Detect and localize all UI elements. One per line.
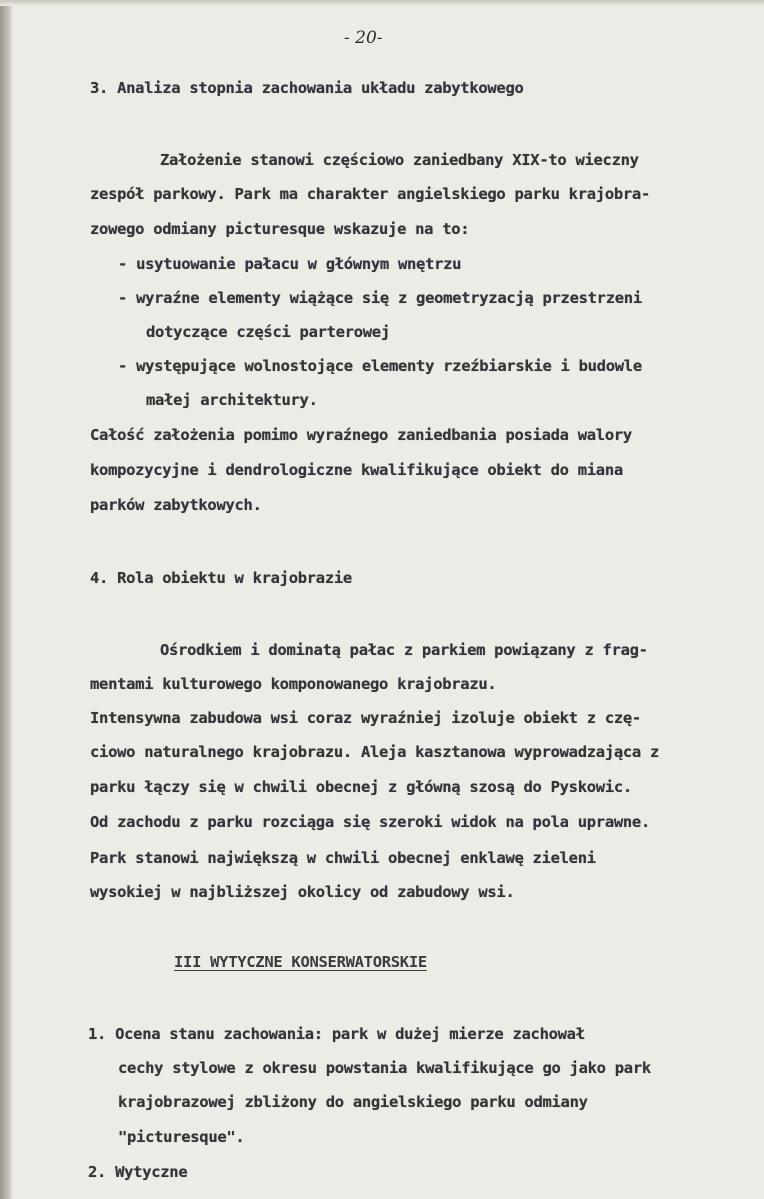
paper-top-edge xyxy=(0,0,764,6)
page-number: - 20- xyxy=(344,28,383,48)
section-3-line: parków zabytkowych. xyxy=(90,496,262,514)
section-3-list-item: - usytuowanie pałacu w głównym wnętrzu xyxy=(118,255,462,273)
section-4-line: Park stanowi największą w chwili obecnej enklawę zieleni xyxy=(90,849,596,867)
section-4-line: wysokiej w najbliższej okolicy od zabudowy wsi. xyxy=(90,883,515,901)
section-3-list-item: - wyraźne elementy wiążące się z geometryzacją przestrzeni xyxy=(118,289,642,307)
section-iii-item-2: 2. Wytyczne xyxy=(88,1163,188,1181)
section-3-list-item-cont: małej architektury. xyxy=(146,391,318,409)
section-iii-item-1-line: cechy stylowe z okresu powstania kwalifikujące go jako park xyxy=(118,1059,651,1077)
section-3-line: Całość założenia pomimo wyraźnego zaniedbania posiada walory xyxy=(90,426,632,444)
section-4-line: Ośrodkiem i dominatą pałac z parkiem powiązany z frag- xyxy=(160,641,648,659)
section-4-line: mentami kulturowego komponowanego krajobrazu. xyxy=(90,675,497,693)
section-4-line: Intensywna zabudowa wsi coraz wyraźniej izoluje obiekt z czę- xyxy=(90,709,641,727)
section-3-heading: 3. Analiza stopnia zachowania układu zabytkowego xyxy=(90,79,524,97)
section-3-line: zespół parkowy. Park ma charakter angielskiego parku krajobra- xyxy=(90,185,650,203)
section-3-line: zowego odmiany picturesque wskazuje na to: xyxy=(90,220,470,238)
section-3-list-item: - występujące wolnostojące elementy rzeźbiarskie i budowle xyxy=(118,357,642,375)
section-4-line: Od zachodu z parku rozciąga się szeroki widok na pola uprawne. xyxy=(90,813,650,831)
section-4-line: ciowo naturalnego krajobrazu. Aleja kasztanowa wyprowadzająca z xyxy=(90,743,660,761)
section-4-heading: 4. Rola obiektu w krajobrazie xyxy=(90,569,352,587)
section-iii-item-1-line: 1. Ocena stanu zachowania: park w dużej mierze zachował xyxy=(88,1025,585,1043)
section-4-line: parku łączy się w chwili obecnej z główną szosą do Pyskowic. xyxy=(90,778,632,796)
paper-left-edge xyxy=(0,0,13,1199)
section-iii-heading: III WYTYCZNE KONSERWATORSKIE xyxy=(174,953,427,971)
section-3-line: kompozycyjne i dendrologiczne kwalifikujące obiekt do miana xyxy=(90,461,623,479)
section-iii-item-1-line: krajobrazowej zbliżony do angielskiego parku odmiany xyxy=(118,1093,588,1111)
section-iii-item-1-line: "picturesque". xyxy=(118,1128,245,1146)
section-3-line: Założenie stanowi częściowo zaniedbany XIX-to wieczny xyxy=(160,151,639,169)
section-3-list-item-cont: dotyczące części parterowej xyxy=(146,323,390,341)
